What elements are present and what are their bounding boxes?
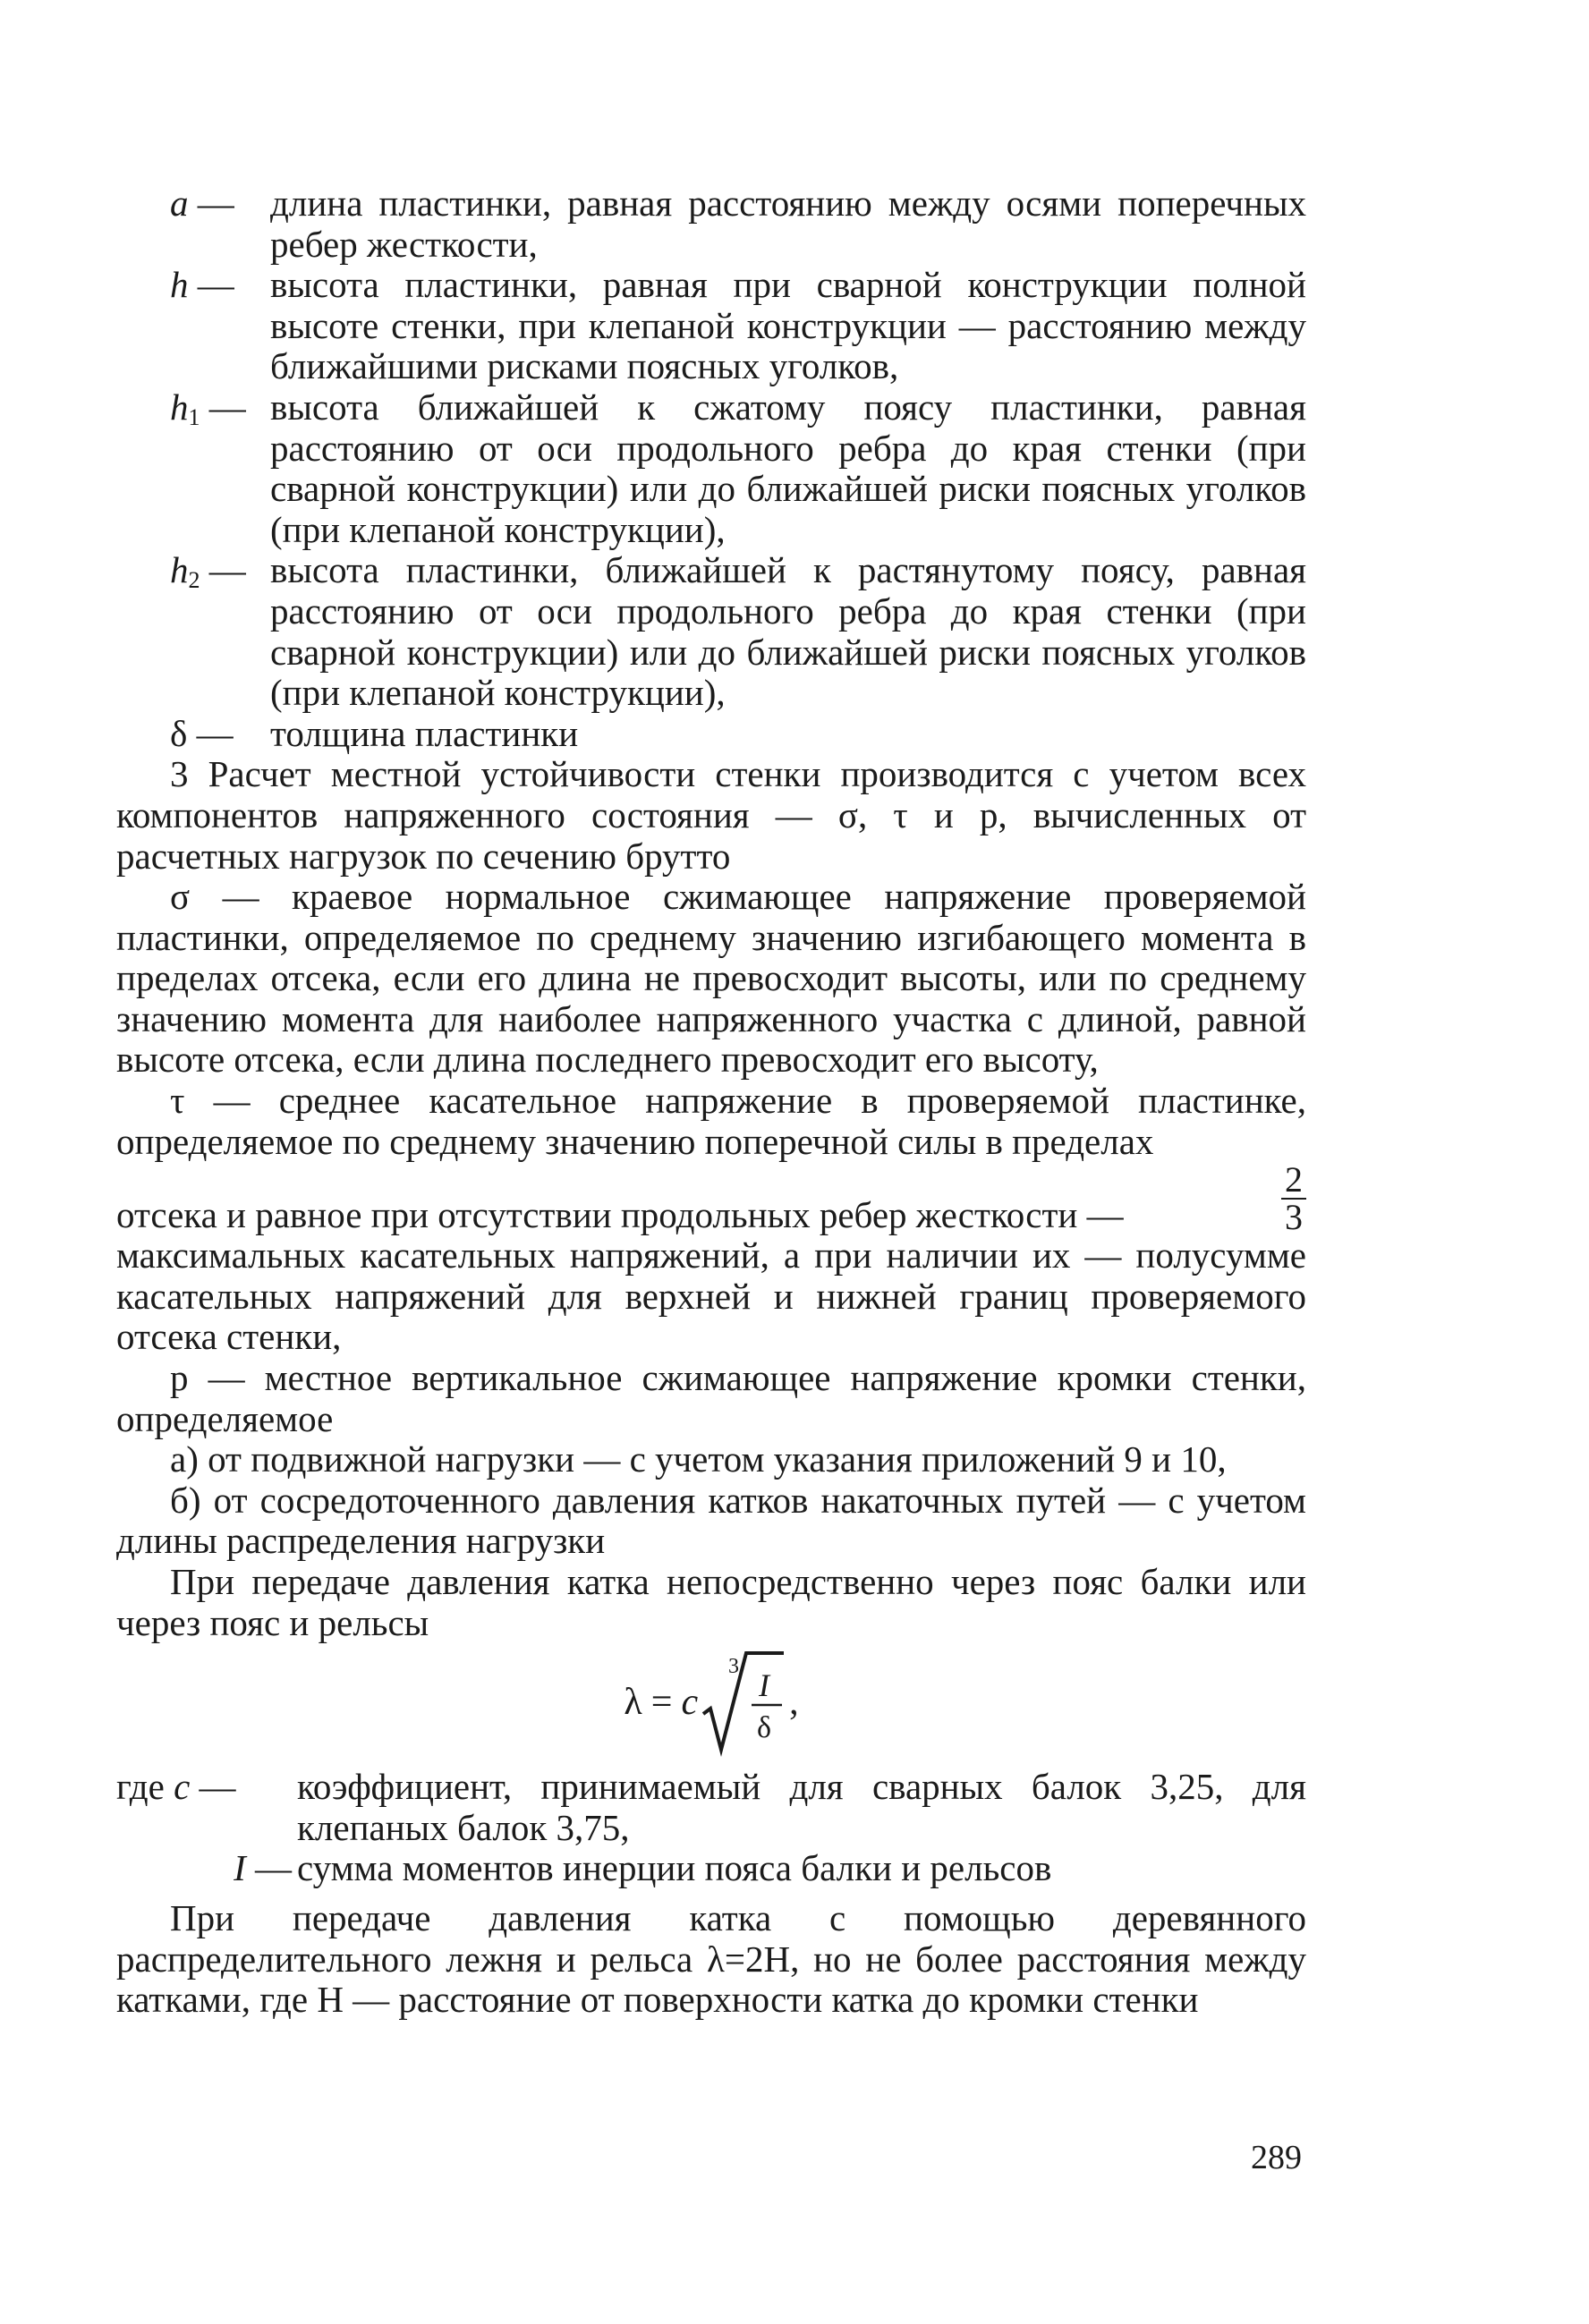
page-number: 289 <box>1251 2139 1302 2176</box>
def-subscript: 1 <box>188 403 200 430</box>
formula-coefficient: c <box>681 1682 699 1724</box>
formula-lambda: λ <box>624 1682 642 1724</box>
wooden-transfer-text: При передаче давления катка с помощью деревянного распределительного лежня и рельса λ=2H, но не более расстояния между катками, где H — расстояние от поверхности катка до кромки стенки <box>116 1896 1306 2021</box>
direct-transfer-text: При передаче давления катка непосредственно через пояс балки или через пояс и рельсы <box>116 1561 1306 1643</box>
def-symbol: h <box>170 386 189 428</box>
radical-sign-icon <box>701 1650 784 1757</box>
formula-equals: = <box>650 1682 673 1724</box>
fraction-two-thirds <box>1281 1159 1306 1238</box>
def-symbol: a <box>170 182 189 224</box>
section-3-intro: 3 Расчет местной устойчивости стенки производится с учетом всех компонентов напряженного состояния — σ, τ и p, вычисленных от расчетных нагрузок по сечению брутто <box>116 753 1306 877</box>
def-subscript: 2 <box>188 567 200 594</box>
where-c-symbol: c <box>174 1766 191 1808</box>
def-symbol: δ <box>170 712 188 754</box>
def-text: толщина пластинки <box>270 712 579 754</box>
definition-h2: $h_2$ — высота пластинки, ближайшей к растянутому поясу, равная расстоянию от оси продольного ребра до края стенки (при сварной конструкции) или до ближайшей риски поясных уголков (при клепаной конструкции), <box>170 549 1306 714</box>
def-text: длина пластинки, равная расстоянию между осями поперечных ребер жесткости, <box>270 182 1306 265</box>
sigma-definition: σ — краевое нормальное сжимающее напряжение проверяемой пластинки, определяемое по среднему значению изгибающего момента в пределах отсека, если его длина не превосходит высоты, или по среднему значению момента для наиболее напряженного участка с длиной, равной высоте отсека, если длина последнего превосходит его высоту, <box>116 876 1306 1081</box>
def-symbol: h <box>170 264 189 306</box>
where-I-symbol: I <box>234 1847 246 1889</box>
where-word: где <box>116 1766 165 1808</box>
formula-denominator: δ <box>757 1711 772 1745</box>
def-text: высота пластинки, ближайшей к растянутому поясу, равная расстоянию от оси продольного ребра до края стенки (при сварной конструкции) или до ближайшей риски поясных уголков (при клепаной конструкции), <box>270 549 1306 714</box>
definitions-list <box>170 183 1306 754</box>
tau-definition-line2: отсека и равное при отсутствии продольных ребер жесткости — <box>116 1193 1124 1235</box>
tau-fraction-line <box>116 1159 1306 1238</box>
formula-comma: , <box>789 1682 799 1724</box>
fraction-denominator: 3 <box>1285 1197 1303 1238</box>
def-text: высота пластинки, равная при сварной конструкции полной высоте стенки, при клепаной конструкции — расстоянию между ближайшими рисками поясных уголков, <box>270 264 1306 387</box>
definition-h: h — высота пластинки, равная при сварной конструкции полной высоте стенки, при клепаной конструкции — расстоянию между ближайшими рисками поясных уголков, <box>170 264 1306 387</box>
definition-h1: $h_1$ — высота ближайшей к сжатому поясу пластинки, равная расстоянию от оси продольного ребра до края стенки (при сварной конструкции) или до ближайшей риски поясных уголков (при клепаной конструкции), <box>170 386 1306 550</box>
root-index: 3 <box>728 1655 740 1679</box>
tau-definition-rest: максимальных касательных напряжений, а при наличии их — полусумме касательных напряжений для верхней и нижней границ проверяемого отсека стенки, <box>116 1234 1306 1358</box>
where-I: I — сумма моментов инерции пояса балки и рельсов <box>116 1848 1306 1889</box>
lambda-formula <box>116 1645 1306 1761</box>
cube-root <box>701 1650 784 1757</box>
def-text: высота ближайшей к сжатому поясу пластинки, равная расстоянию от оси продольного ребра до края стенки (при сварной конструкции) или до ближайшей риски поясных уголков (при клепаной конструкции), <box>270 386 1306 550</box>
where-c: где c — коэффициент, принимаемый для сварных балок 3,25, для клепаных балок 3,75, <box>116 1766 1306 1848</box>
item-b: б) от сосредоточенного давления катков накаточных путей — с учетом длины распределения нагрузки <box>116 1479 1306 1562</box>
where-I-text: сумма моментов инерции пояса балки и рельсов <box>297 1847 1052 1889</box>
tau-definition-line1: τ — среднее касательное напряжение в проверяемой пластинке, определяемое по среднему значению поперечной силы в пределах <box>116 1080 1306 1162</box>
p-definition: p — местное вертикальное сжимающее напряжение кромки стенки, определяемое <box>116 1357 1306 1439</box>
formula-numerator: I <box>759 1667 770 1704</box>
item-a: а) от подвижной нагрузки — с учетом указания приложений 9 и 10, <box>170 1438 1227 1480</box>
definition-delta: δ — толщина пластинки <box>170 714 1306 755</box>
page-body <box>116 183 1306 2021</box>
def-symbol: h <box>170 549 189 591</box>
fraction-numerator: 2 <box>1281 1162 1306 1200</box>
definition-a: a — длина пластинки, равная расстоянию между осями поперечных ребер жесткости, <box>170 182 1306 265</box>
where-c-text: коэффициент, принимаемый для сварных балок 3,25, для клепаных балок 3,75, <box>297 1766 1306 1848</box>
